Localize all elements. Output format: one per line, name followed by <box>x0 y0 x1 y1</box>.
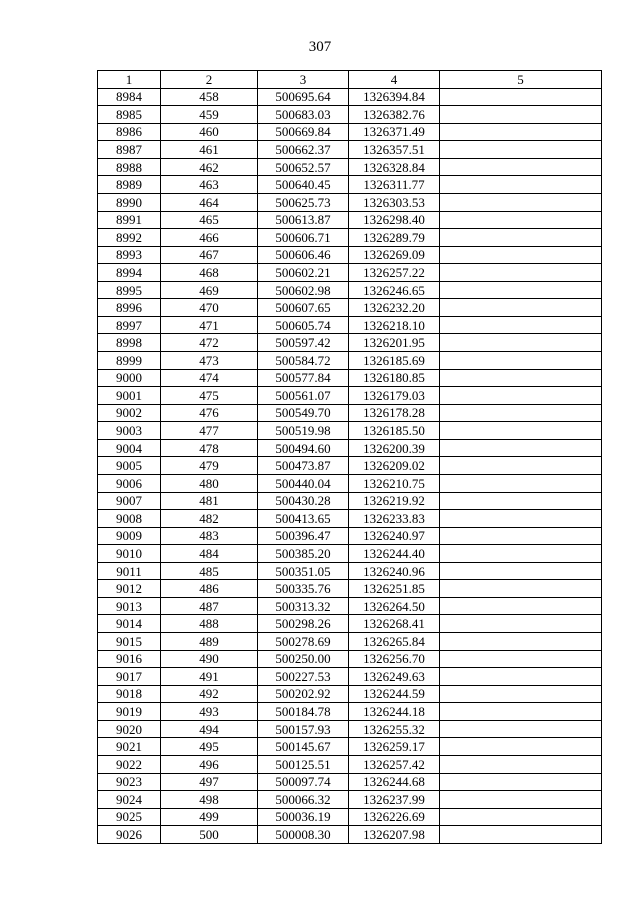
table-cell: 9017 <box>98 668 161 686</box>
table-cell: 500549.70 <box>258 404 349 422</box>
table-row <box>98 457 602 475</box>
table-cell: 1326219.92 <box>349 492 440 510</box>
table-cell: 9010 <box>98 545 161 563</box>
table-cell: 468 <box>161 264 258 282</box>
table-cell: 9013 <box>98 597 161 615</box>
table-cell: 500278.69 <box>258 633 349 651</box>
table-cell: 500519.98 <box>258 422 349 440</box>
table-cell: 9006 <box>98 474 161 492</box>
table-cell: 500313.32 <box>258 597 349 615</box>
table-cell: 500597.42 <box>258 334 349 352</box>
table-cell <box>440 720 602 738</box>
table-cell: 500577.84 <box>258 369 349 387</box>
table-cell <box>440 106 602 124</box>
table-cell <box>440 474 602 492</box>
table-cell: 470 <box>161 299 258 317</box>
table-cell <box>440 562 602 580</box>
table-cell: 481 <box>161 492 258 510</box>
table-cell: 500640.45 <box>258 176 349 194</box>
table-cell: 9008 <box>98 510 161 528</box>
table-cell: 500652.57 <box>258 158 349 176</box>
table-cell: 500606.71 <box>258 229 349 247</box>
table-cell: 500250.00 <box>258 650 349 668</box>
table-cell: 500066.32 <box>258 791 349 809</box>
table-cell: 1326394.84 <box>349 88 440 106</box>
table-row <box>98 510 602 528</box>
table-cell: 1326249.63 <box>349 668 440 686</box>
table-cell: 500298.26 <box>258 615 349 633</box>
table-cell: 1326257.42 <box>349 755 440 773</box>
table-header-row <box>98 71 602 89</box>
table-cell: 8993 <box>98 246 161 264</box>
table-row <box>98 141 602 159</box>
table-cell: 8997 <box>98 316 161 334</box>
table-cell <box>440 264 602 282</box>
table-cell: 500613.87 <box>258 211 349 229</box>
table-row <box>98 492 602 510</box>
table-row <box>98 176 602 194</box>
column-header: 3 <box>258 71 349 89</box>
table-row <box>98 246 602 264</box>
table-cell <box>440 457 602 475</box>
table-cell: 8988 <box>98 158 161 176</box>
table-cell <box>440 281 602 299</box>
table-cell <box>440 545 602 563</box>
table-cell <box>440 755 602 773</box>
table-cell: 8985 <box>98 106 161 124</box>
table-cell: 9012 <box>98 580 161 598</box>
table-cell <box>440 527 602 545</box>
table-row <box>98 545 602 563</box>
table-cell <box>440 316 602 334</box>
table-cell <box>440 580 602 598</box>
table-cell: 9026 <box>98 826 161 844</box>
table-cell: 484 <box>161 545 258 563</box>
table-cell: 1326200.39 <box>349 439 440 457</box>
table-row <box>98 106 602 124</box>
table-cell <box>440 387 602 405</box>
table-cell: 499 <box>161 808 258 826</box>
table-cell: 1326244.59 <box>349 685 440 703</box>
table-cell: 8990 <box>98 193 161 211</box>
table-cell: 9014 <box>98 615 161 633</box>
table-row <box>98 422 602 440</box>
table-cell <box>440 685 602 703</box>
table-cell <box>440 141 602 159</box>
table-row <box>98 650 602 668</box>
table-cell: 8996 <box>98 299 161 317</box>
table-row <box>98 826 602 844</box>
table-cell <box>440 158 602 176</box>
table-cell: 500227.53 <box>258 668 349 686</box>
table-cell: 494 <box>161 720 258 738</box>
table-row <box>98 229 602 247</box>
table-cell <box>440 352 602 370</box>
table-row <box>98 562 602 580</box>
table-cell: 500385.20 <box>258 545 349 563</box>
table-cell: 1326371.49 <box>349 123 440 141</box>
table-row <box>98 791 602 809</box>
table-row <box>98 211 602 229</box>
table-cell: 9005 <box>98 457 161 475</box>
table-cell: 1326226.69 <box>349 808 440 826</box>
table-cell: 1326311.77 <box>349 176 440 194</box>
table-cell: 466 <box>161 229 258 247</box>
table-cell <box>440 299 602 317</box>
table-cell: 467 <box>161 246 258 264</box>
table-cell: 477 <box>161 422 258 440</box>
table-cell: 500605.74 <box>258 316 349 334</box>
table-cell: 1326259.17 <box>349 738 440 756</box>
table-cell <box>440 826 602 844</box>
table-cell: 1326232.20 <box>349 299 440 317</box>
table-row <box>98 352 602 370</box>
table-cell: 478 <box>161 439 258 457</box>
table-cell: 479 <box>161 457 258 475</box>
table-cell: 500683.03 <box>258 106 349 124</box>
table-cell: 500669.84 <box>258 123 349 141</box>
table-cell: 1326357.51 <box>349 141 440 159</box>
table-cell <box>440 773 602 791</box>
table-cell <box>440 334 602 352</box>
table-cell: 8987 <box>98 141 161 159</box>
table-cell <box>440 439 602 457</box>
table-cell <box>440 615 602 633</box>
table-cell: 1326298.40 <box>349 211 440 229</box>
column-header: 5 <box>440 71 602 89</box>
table-cell: 1326179.03 <box>349 387 440 405</box>
table-cell: 500695.64 <box>258 88 349 106</box>
table-cell: 9007 <box>98 492 161 510</box>
table-cell: 8994 <box>98 264 161 282</box>
table-cell: 500396.47 <box>258 527 349 545</box>
table-cell: 9022 <box>98 755 161 773</box>
table-cell: 1326244.68 <box>349 773 440 791</box>
table-cell <box>440 176 602 194</box>
table-cell: 1326256.70 <box>349 650 440 668</box>
table-cell: 500625.73 <box>258 193 349 211</box>
table-cell: 500157.93 <box>258 720 349 738</box>
table-row <box>98 597 602 615</box>
table-cell: 500 <box>161 826 258 844</box>
table-cell <box>440 369 602 387</box>
table-cell: 8992 <box>98 229 161 247</box>
table-cell: 459 <box>161 106 258 124</box>
table-cell: 500473.87 <box>258 457 349 475</box>
table-cell: 1326237.99 <box>349 791 440 809</box>
table-cell: 500494.60 <box>258 439 349 457</box>
table-row <box>98 281 602 299</box>
table-cell: 8998 <box>98 334 161 352</box>
table-cell: 1326382.76 <box>349 106 440 124</box>
table-cell: 500335.76 <box>258 580 349 598</box>
table-row <box>98 193 602 211</box>
table-cell: 486 <box>161 580 258 598</box>
table-cell: 460 <box>161 123 258 141</box>
table-cell: 1326240.97 <box>349 527 440 545</box>
table-cell: 9000 <box>98 369 161 387</box>
table-cell: 1326303.53 <box>349 193 440 211</box>
table-cell: 495 <box>161 738 258 756</box>
table-row <box>98 334 602 352</box>
table-cell: 1326268.41 <box>349 615 440 633</box>
table-cell: 498 <box>161 791 258 809</box>
table-cell: 8986 <box>98 123 161 141</box>
table-cell <box>440 404 602 422</box>
table-cell: 9025 <box>98 808 161 826</box>
table-cell <box>440 633 602 651</box>
table-cell: 8989 <box>98 176 161 194</box>
table-cell: 462 <box>161 158 258 176</box>
table-cell: 500662.37 <box>258 141 349 159</box>
table-cell: 482 <box>161 510 258 528</box>
table-cell: 492 <box>161 685 258 703</box>
table-cell: 8984 <box>98 88 161 106</box>
table-row <box>98 369 602 387</box>
table-cell <box>440 703 602 721</box>
table-cell: 500008.30 <box>258 826 349 844</box>
table-cell: 483 <box>161 527 258 545</box>
table-cell: 496 <box>161 755 258 773</box>
table-cell: 497 <box>161 773 258 791</box>
table-cell: 9020 <box>98 720 161 738</box>
table-cell <box>440 808 602 826</box>
table-row <box>98 668 602 686</box>
table-cell: 8995 <box>98 281 161 299</box>
table-cell: 9015 <box>98 633 161 651</box>
table-cell <box>440 229 602 247</box>
table-cell: 1326244.40 <box>349 545 440 563</box>
table-cell: 9021 <box>98 738 161 756</box>
table-cell: 500097.74 <box>258 773 349 791</box>
table-row <box>98 615 602 633</box>
table-cell: 493 <box>161 703 258 721</box>
table-cell: 471 <box>161 316 258 334</box>
table-cell: 1326180.85 <box>349 369 440 387</box>
table-cell: 464 <box>161 193 258 211</box>
table-cell: 9002 <box>98 404 161 422</box>
table-cell: 500602.21 <box>258 264 349 282</box>
table-cell: 500440.04 <box>258 474 349 492</box>
table-cell <box>440 738 602 756</box>
table-cell: 1326178.28 <box>349 404 440 422</box>
table-row <box>98 580 602 598</box>
table-cell <box>440 650 602 668</box>
table-cell: 9023 <box>98 773 161 791</box>
table-row <box>98 773 602 791</box>
table-cell: 9018 <box>98 685 161 703</box>
table-cell: 500430.28 <box>258 492 349 510</box>
table-cell <box>440 88 602 106</box>
table-cell: 8999 <box>98 352 161 370</box>
table-row <box>98 527 602 545</box>
table-cell: 1326244.18 <box>349 703 440 721</box>
table-cell: 1326269.09 <box>349 246 440 264</box>
table-cell: 1326328.84 <box>349 158 440 176</box>
table-row <box>98 755 602 773</box>
table-cell: 473 <box>161 352 258 370</box>
table-row <box>98 439 602 457</box>
table-cell: 475 <box>161 387 258 405</box>
table-row <box>98 123 602 141</box>
table-row <box>98 404 602 422</box>
table-cell: 476 <box>161 404 258 422</box>
table-row <box>98 808 602 826</box>
table-cell: 1326233.83 <box>349 510 440 528</box>
table-cell: 500036.19 <box>258 808 349 826</box>
table-cell: 1326209.02 <box>349 457 440 475</box>
table-cell: 472 <box>161 334 258 352</box>
table-cell: 1326240.96 <box>349 562 440 580</box>
table-cell: 1326289.79 <box>349 229 440 247</box>
table-cell <box>440 422 602 440</box>
table-row <box>98 316 602 334</box>
table-cell: 465 <box>161 211 258 229</box>
table-cell: 463 <box>161 176 258 194</box>
table-cell: 1326246.65 <box>349 281 440 299</box>
column-header: 4 <box>349 71 440 89</box>
table-cell: 491 <box>161 668 258 686</box>
table-cell: 1326185.69 <box>349 352 440 370</box>
table-cell <box>440 193 602 211</box>
table-cell <box>440 510 602 528</box>
table-cell: 8991 <box>98 211 161 229</box>
table-cell: 500606.46 <box>258 246 349 264</box>
coordinates-table <box>97 70 602 844</box>
table-cell: 500602.98 <box>258 281 349 299</box>
table-row <box>98 158 602 176</box>
table-cell: 500125.51 <box>258 755 349 773</box>
table-cell: 489 <box>161 633 258 651</box>
table-cell: 1326257.22 <box>349 264 440 282</box>
table-row <box>98 299 602 317</box>
table-cell: 469 <box>161 281 258 299</box>
table-cell <box>440 597 602 615</box>
table-cell: 1326210.75 <box>349 474 440 492</box>
table-cell <box>440 668 602 686</box>
table-cell: 1326265.84 <box>349 633 440 651</box>
table-cell: 9024 <box>98 791 161 809</box>
table-cell: 461 <box>161 141 258 159</box>
table-cell: 9004 <box>98 439 161 457</box>
table-row <box>98 88 602 106</box>
table-cell: 500607.65 <box>258 299 349 317</box>
table-cell: 1326218.10 <box>349 316 440 334</box>
table-cell <box>440 492 602 510</box>
table-row <box>98 387 602 405</box>
table-cell: 485 <box>161 562 258 580</box>
table-cell: 487 <box>161 597 258 615</box>
table-cell: 9016 <box>98 650 161 668</box>
table-cell: 480 <box>161 474 258 492</box>
table-row <box>98 703 602 721</box>
table-cell: 488 <box>161 615 258 633</box>
table-cell: 1326207.98 <box>349 826 440 844</box>
column-header: 1 <box>98 71 161 89</box>
table-cell: 500351.05 <box>258 562 349 580</box>
table-cell: 9001 <box>98 387 161 405</box>
table-cell: 500184.78 <box>258 703 349 721</box>
table-cell: 9003 <box>98 422 161 440</box>
table-row <box>98 264 602 282</box>
table-cell: 1326251.85 <box>349 580 440 598</box>
table-cell <box>440 791 602 809</box>
table-row <box>98 738 602 756</box>
table-cell: 500584.72 <box>258 352 349 370</box>
table-cell: 9011 <box>98 562 161 580</box>
table-row <box>98 633 602 651</box>
table-cell: 458 <box>161 88 258 106</box>
table-row <box>98 720 602 738</box>
table-cell: 500202.92 <box>258 685 349 703</box>
table-cell: 1326201.95 <box>349 334 440 352</box>
table-cell: 474 <box>161 369 258 387</box>
column-header: 2 <box>161 71 258 89</box>
table-row <box>98 685 602 703</box>
table-row <box>98 474 602 492</box>
table-cell: 9019 <box>98 703 161 721</box>
table-body <box>98 88 602 843</box>
table-cell: 1326264.50 <box>349 597 440 615</box>
table-cell: 500561.07 <box>258 387 349 405</box>
table-cell: 1326185.50 <box>349 422 440 440</box>
page-number: 307 <box>308 39 332 55</box>
table-cell: 9009 <box>98 527 161 545</box>
table-cell <box>440 123 602 141</box>
table-cell <box>440 211 602 229</box>
table-cell <box>440 246 602 264</box>
table-cell: 490 <box>161 650 258 668</box>
table-cell: 1326255.32 <box>349 720 440 738</box>
table-cell: 500145.67 <box>258 738 349 756</box>
table-cell: 500413.65 <box>258 510 349 528</box>
